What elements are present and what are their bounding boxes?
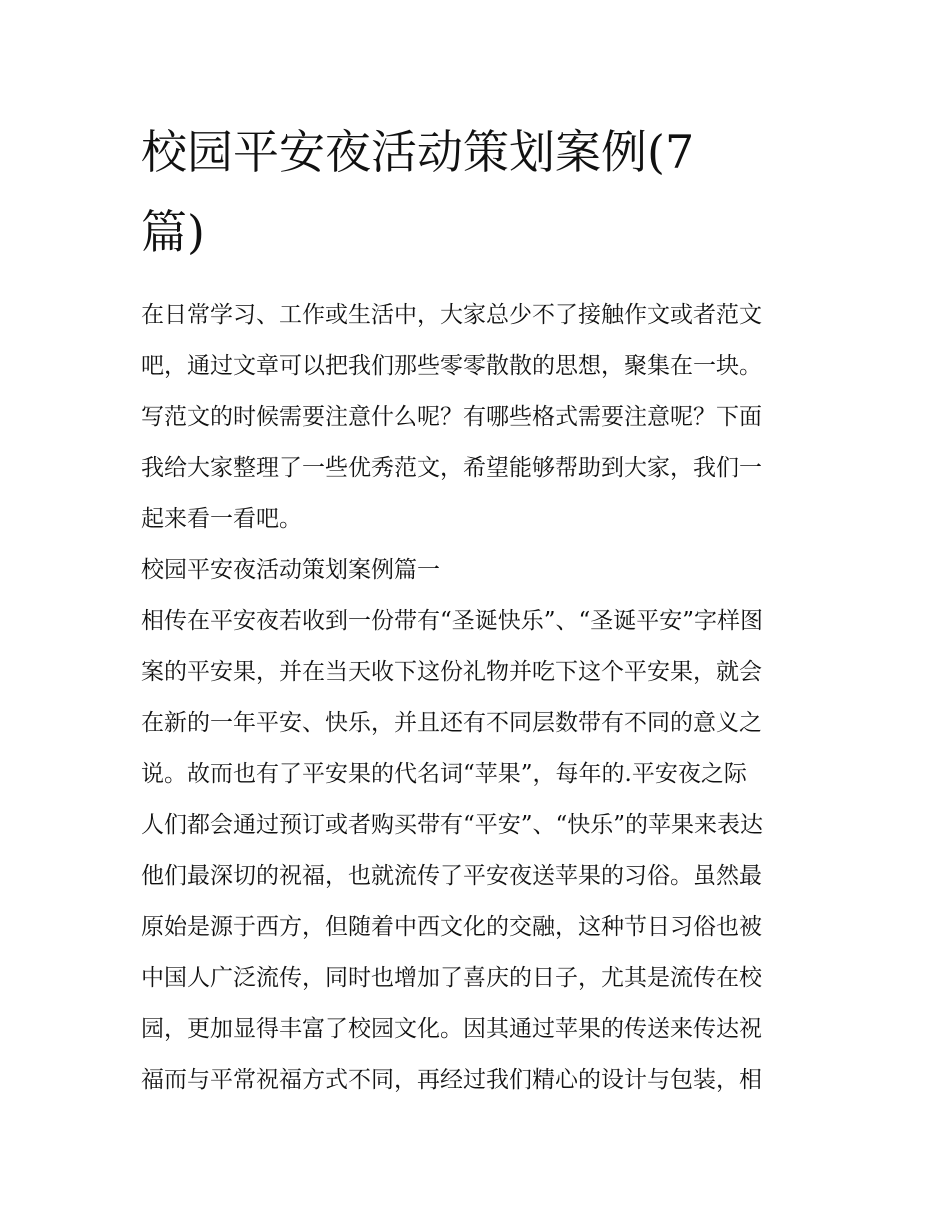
body-line: 在新的一年平安、快乐，并且还有不同层数带有不同的意义之 bbox=[141, 710, 762, 736]
page-title bbox=[141, 112, 813, 272]
intro-line: 吧，通过文章可以把我们那些零零散散的思想，聚集在一块。 bbox=[141, 353, 762, 379]
body-line: 说。故而也有了平安果的代名词“苹果”，每年的.平安夜之际 bbox=[141, 761, 747, 787]
body-line: 园，更加显得丰富了校园文化。因其通过苹果的传送来传达祝 bbox=[141, 1016, 762, 1042]
body-line: 他们最深切的祝福，也就流传了平安夜送苹果的习俗。虽然最 bbox=[141, 863, 762, 889]
body-line: 原始是源于西方，但随着中西文化的交融，这种节日习俗也被 bbox=[141, 914, 762, 940]
title-line: 校园平安夜活动策划案例(7 bbox=[141, 125, 695, 179]
body-line: 中国人广泛流传，同时也增加了喜庆的日子，尤其是流传在校 bbox=[141, 965, 762, 991]
intro-line: 起来看一看吧。 bbox=[141, 506, 302, 532]
body-line: 人们都会通过预订或者购买带有“平安”、“快乐”的苹果来表达 bbox=[141, 812, 764, 838]
intro-line: 我给大家整理了一些优秀范文，希望能够帮助到大家，我们一 bbox=[141, 455, 762, 481]
body-line: 案的平安果，并在当天收下这份礼物并吃下这个平安果，就会 bbox=[141, 659, 762, 685]
section-heading: 校园平安夜活动策划案例篇一 bbox=[141, 557, 440, 583]
body-line: 福而与平常祝福方式不同，再经过我们精心的设计与包装，相 bbox=[141, 1067, 762, 1093]
body-paragraph bbox=[141, 596, 813, 1106]
document-page bbox=[141, 112, 813, 1106]
intro-line: 写范文的时候需要注意什么呢？有哪些格式需要注意呢？下面 bbox=[141, 404, 762, 430]
intro-line: 在日常学习、工作或生活中，大家总少不了接触作文或者范文 bbox=[141, 302, 762, 328]
body-line: 相传在平安夜若收到一份带有“圣诞快乐”、“圣诞平安”字样图 bbox=[141, 608, 764, 634]
title-line: 篇) bbox=[141, 205, 205, 259]
intro-paragraph bbox=[141, 290, 813, 545]
